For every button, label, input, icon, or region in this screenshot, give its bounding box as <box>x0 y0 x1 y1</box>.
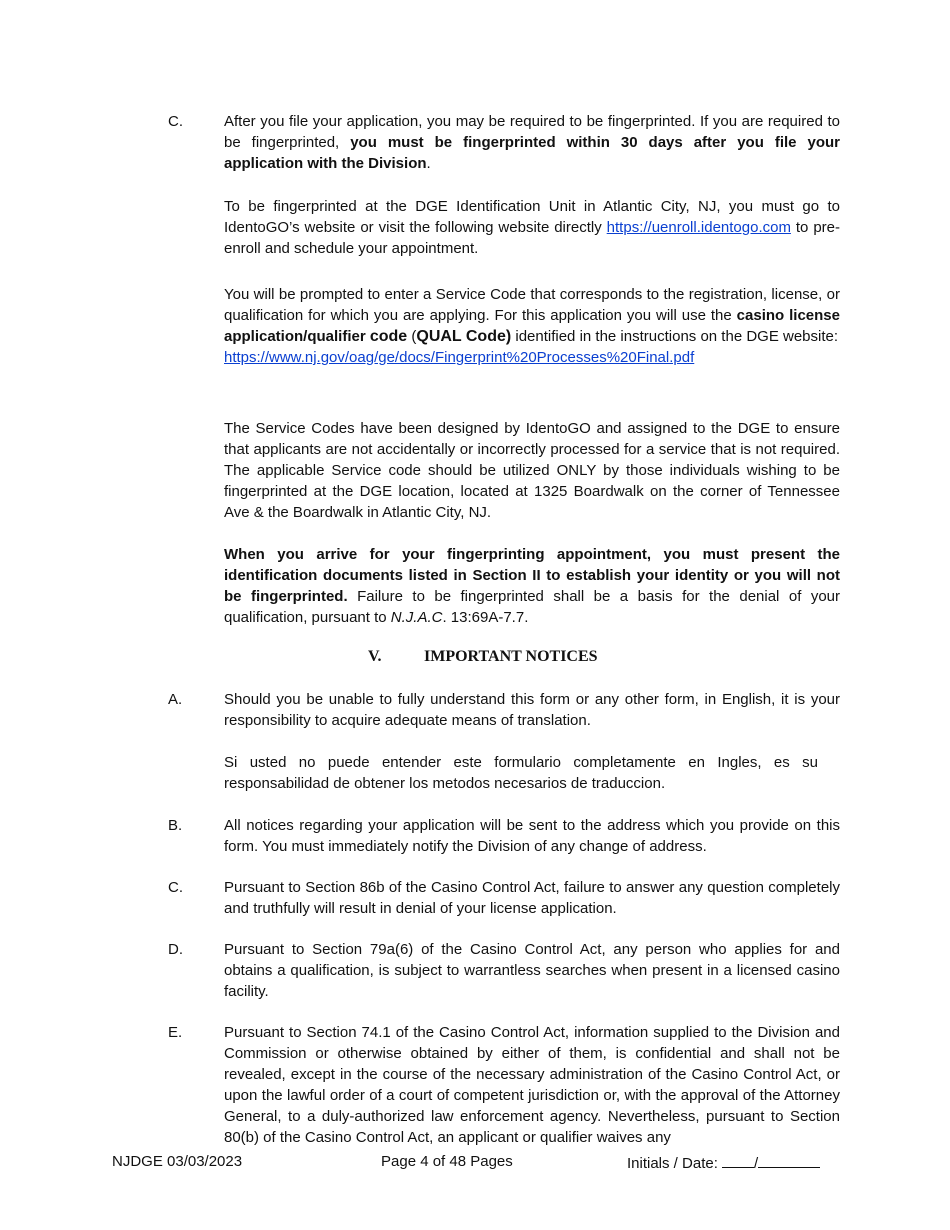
notice-b: B. All notices regarding your application will be sent to the address which you provide on this form. You must immediately notify the Division of any change of address. <box>168 817 840 855</box>
notice-a: A. Should you be unable to fully understand this form or any other form, in English, it is your responsibility to acquire adequate means of translation. <box>168 691 840 729</box>
notice-d: D. Pursuant to Section 79a(6) of the Casino Control Act, any person who applies for and obtains a qualification, is subject to warrantless searches when present in a licensed casino facility. <box>168 941 840 1000</box>
paragraph-file-application: After you file your application, you may be required to be fingerprinted. If you are required to be fingerprinted, you must be fingerprinted within 30 days after you file your application with the Division. <box>224 113 840 172</box>
paragraph-identogo: To be fingerprinted at the DGE Identification Unit in Atlantic City, NJ, you must go to IdentoGO’s website or visit the following website directly https://uenroll.identogo.com to pre-enroll and schedule your appointment. <box>224 198 840 257</box>
date-blank[interactable] <box>758 1153 820 1168</box>
fingerprint-process-link[interactable]: https://www.nj.gov/oag/ge/docs/Fingerprint%20Processes%20Final.pdf <box>224 349 695 366</box>
paragraph-arrival-requirements: When you arrive for your fingerprinting appointment, you must present the identification documents listed in Section II to establish your identity or you will not be fingerprinted. Failure to be fingerprinted shall be a basis for the denial of your qualification, pursuant to N.J.A.C. 13:69A-7.7. <box>224 546 840 626</box>
notice-a-spanish: Si usted no puede entender este formulario completamente en Ingles, es su responsabilidad de obtener los metodos necesarios de traduccion. <box>224 754 818 792</box>
section-title: IMPORTANT NOTICES <box>424 648 598 665</box>
paragraph-service-code: You will be prompted to enter a Service Code that corresponds to the registration, license, or qualification for which you are applying. For this application you will use the casino license application/qualifier code (QUAL Code) identified in the instructions on the DGE website: https://www.nj.gov/oag/ge/docs/Fingerprint%20Processes%20Final.pdf <box>224 286 840 366</box>
date-slash: / <box>754 1155 759 1172</box>
section-number: V. <box>368 648 382 665</box>
section-heading-important-notices <box>368 648 598 666</box>
bold-30-days: you must be fingerprinted within 30 days after you file your application with the Division <box>224 134 840 172</box>
item-body <box>224 111 840 174</box>
identogo-link[interactable]: https://uenroll.identogo.com <box>606 219 791 236</box>
initials-label: Initials / Date: <box>627 1155 723 1172</box>
paragraph-service-codes-designed: The Service Codes have been designed by IdentoGO and assigned to the DGE to ensure that applicants are not accidentally or incorrectly processed for a service that is not required. The applicable Service code should be utilized ONLY by those individuals wishing to be fingerprinted at the DGE location, located at 1325 Boardwalk on the corner of Tennessee Ave & the Boardwalk in Atlantic City, NJ. <box>224 420 840 521</box>
notice-c: C. Pursuant to Section 86b of the Casino Control Act, failure to answer any question completely and truthfully will result in denial of your license application. <box>168 879 840 917</box>
initials-blank[interactable] <box>722 1153 754 1168</box>
item-letter: C. <box>168 113 183 130</box>
footer-page-number: Page 4 of 48 Pages <box>381 1153 513 1170</box>
notice-e: E. Pursuant to Section 74.1 of the Casino Control Act, information supplied to the Division and Commission or otherwise obtained by either of them, is confidential and shall not be revealed, except in the course of the necessary administration of the Casino Control Act, or upon the lawful order of a court of competent jurisdiction or, with the approval of the Attorney General, to a duly-authorized law enforcement agency. Nevertheless, pursuant to Section 80(b) of the Casino Control Act, an applicant or qualifier waives any <box>168 1024 840 1146</box>
footer-initials-date <box>627 1153 820 1172</box>
item-c-fingerprinting <box>168 111 840 174</box>
footer-form-id: NJDGE 03/03/2023 <box>112 1153 243 1170</box>
